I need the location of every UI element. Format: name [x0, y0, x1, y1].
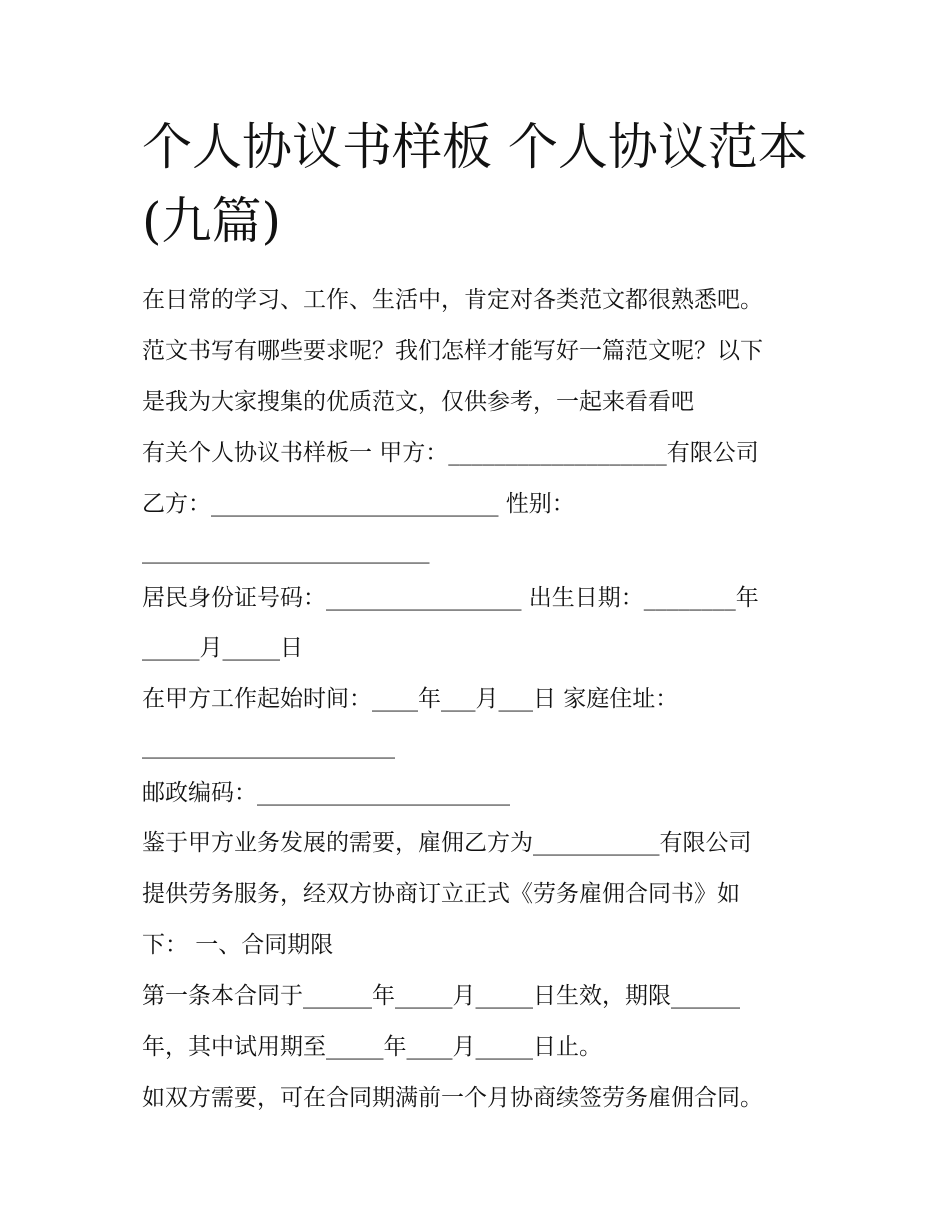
- body-line-postcode: 邮政编码：______________________: [142, 780, 510, 806]
- body-line-article-1: 第一条本合同于______年_____月_____日生效，期限______: [142, 983, 740, 1009]
- document-title: [142, 110, 842, 258]
- body-line-birth-date: _____月_____日: [142, 635, 303, 661]
- body-line-party-b: 乙方：_________________________ 性别：: [142, 491, 575, 517]
- body-line-intro-2: 范文书写有哪些要求呢？我们怎样才能写好一篇范文呢？以下: [142, 338, 763, 364]
- body-line-purpose-2: 提供劳务服务，经双方协商订立正式《劳务雇佣合同书》如: [142, 881, 740, 907]
- body-line-gender-blank: _________________________: [142, 538, 430, 564]
- title-line-2: (九篇): [142, 192, 282, 250]
- title-line-1: 个人协议书样板 个人协议范本: [142, 118, 808, 176]
- body-line-renewal: 如双方需要，可在合同期满前一个月协商续签劳务雇佣合同。: [142, 1085, 763, 1111]
- body-line-id-number: 居民身份证号码：_________________ 出生日期：________年: [142, 585, 759, 611]
- body-line-start-date: 在甲方工作起始时间：____年___月___日 家庭住址：: [142, 686, 679, 712]
- body-line-party-a: 有关个人协议书样板一 甲方：___________________有限公司: [142, 440, 759, 466]
- body-line-probation: 年，其中试用期至_____年____月_____日止。: [142, 1034, 602, 1060]
- body-line-address-blank: ______________________: [142, 733, 395, 759]
- body-line-purpose-1: 鉴于甲方业务发展的需要，雇佣乙方为___________有限公司: [142, 830, 752, 856]
- section-heading-contract-term: 下： 一、合同期限: [142, 932, 334, 958]
- body-line-intro-1: 在日常的学习、工作、生活中，肯定对各类范文都很熟悉吧。: [142, 287, 763, 313]
- body-line-intro-3: 是我为大家搜集的优质范文，仅供参考，一起来看看吧: [142, 389, 694, 415]
